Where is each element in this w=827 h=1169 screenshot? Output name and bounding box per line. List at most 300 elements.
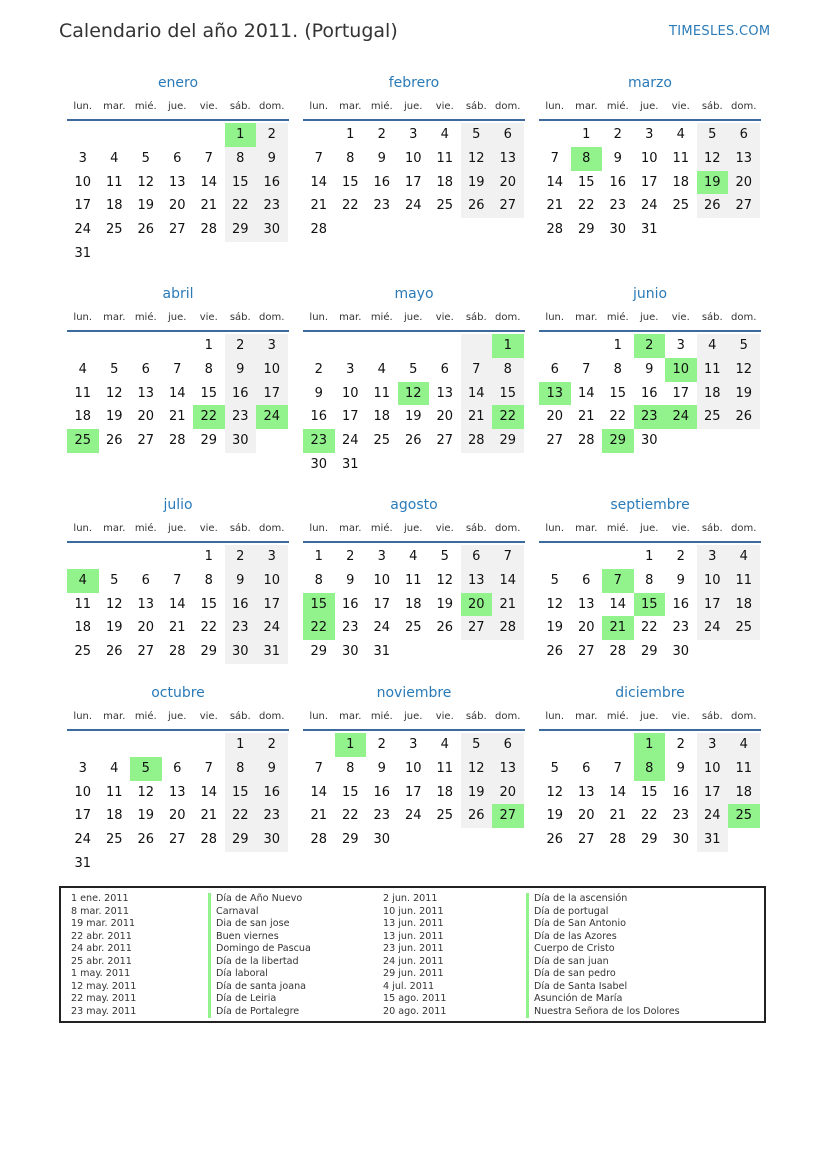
day-cell: 10 <box>256 569 288 593</box>
day-cell: 18 <box>74 409 92 425</box>
day-cell: 28 <box>461 429 493 453</box>
weekday-label: vie. <box>199 312 218 323</box>
weekday-label: lun. <box>545 523 565 534</box>
weekday-label: vie. <box>435 523 454 534</box>
day-cell: 4 <box>440 127 449 142</box>
empty-cell <box>303 123 335 147</box>
day-cell: 4 <box>697 334 729 358</box>
weekday-label: lun. <box>545 711 565 722</box>
day-cell: 16 <box>373 784 391 800</box>
legend-holiday-name: Día de San Antonio <box>526 918 680 931</box>
weekday-label: mié. <box>134 523 157 534</box>
legend-date: 8 mar. 2011 <box>71 905 129 917</box>
day-cell: 19 <box>546 620 564 636</box>
day-cell: 10 <box>697 569 729 593</box>
weekday-label: vie. <box>671 711 690 722</box>
day-cell: 9 <box>613 150 622 166</box>
day-cell: 28 <box>492 616 524 640</box>
day-cell: 24 <box>74 832 92 848</box>
day-grid <box>303 334 525 477</box>
week-row <box>67 545 289 569</box>
day-cell: 29 <box>225 218 257 242</box>
day-cell: 30 <box>256 218 288 242</box>
holiday-cell: 24 <box>665 405 697 429</box>
day-cell: 25 <box>436 808 454 824</box>
holiday-cell: 1 <box>335 733 367 757</box>
legend-date: 1 ene. 2011 <box>71 893 129 904</box>
legend-dates-col-2 <box>383 893 446 1018</box>
weekday-label: sáb. <box>229 711 251 722</box>
weekday-label: mié. <box>370 523 393 534</box>
weekday-label: mié. <box>606 101 629 112</box>
day-cell: 12 <box>436 572 454 588</box>
day-cell: 15 <box>341 784 359 800</box>
day-cell: 21 <box>609 808 627 824</box>
day-cell: 1 <box>204 549 213 564</box>
month-name: enero <box>157 75 199 91</box>
weekday-label: mar. <box>575 312 598 323</box>
day-cell: 6 <box>550 361 559 377</box>
day-cell: 31 <box>74 855 92 871</box>
holiday-cell: 23 <box>303 429 335 453</box>
weekday-label: jue. <box>168 312 187 323</box>
weekday-label: mié. <box>606 312 629 323</box>
holiday-cell: 8 <box>571 147 603 171</box>
week-row <box>303 147 525 171</box>
day-cell: 30 <box>640 433 658 449</box>
day-cell: 23 <box>672 620 690 636</box>
empty-cell <box>461 640 493 664</box>
weekday-header <box>539 707 761 731</box>
weekday-label: sáb. <box>701 312 723 323</box>
day-cell: 6 <box>492 123 524 147</box>
day-cell: 16 <box>672 784 690 800</box>
day-cell: 21 <box>310 808 328 824</box>
weekday-label: dom. <box>731 523 757 534</box>
weekday-label: mar. <box>339 711 362 722</box>
day-cell: 14 <box>310 784 328 800</box>
day-cell: 28 <box>609 832 627 848</box>
day-cell: 24 <box>640 198 658 214</box>
day-cell: 5 <box>461 123 493 147</box>
day-cell: 12 <box>697 147 729 171</box>
day-cell: 24 <box>404 808 422 824</box>
empty-cell <box>303 334 335 358</box>
day-cell: 10 <box>697 757 729 781</box>
day-cell: 18 <box>105 198 123 214</box>
weekday-label: vie. <box>199 523 218 534</box>
weekday-label: jue. <box>404 711 423 722</box>
weekday-label: sáb. <box>465 711 487 722</box>
weekday-label: vie. <box>435 101 454 112</box>
day-cell: 7 <box>314 760 323 776</box>
day-cell: 6 <box>582 760 591 776</box>
month-name: abril <box>162 286 194 302</box>
day-cell: 15 <box>225 781 257 805</box>
week-row <box>67 171 289 195</box>
day-cell: 17 <box>697 781 729 805</box>
day-cell: 1 <box>314 549 323 564</box>
holiday-cell: 13 <box>539 382 571 406</box>
day-cell: 13 <box>577 784 595 800</box>
day-cell: 12 <box>546 596 564 612</box>
weekday-label: vie. <box>199 711 218 722</box>
legend-holiday-name: Nuestra Señora de los Dolores <box>526 1006 680 1019</box>
day-cell: 20 <box>436 409 454 425</box>
day-cell: 13 <box>728 147 760 171</box>
holiday-cell: 4 <box>67 569 99 593</box>
week-row <box>303 545 525 569</box>
day-cell: 15 <box>492 382 524 406</box>
day-cell: 5 <box>110 361 119 377</box>
weekday-label: vie. <box>671 101 690 112</box>
day-cell: 12 <box>546 784 564 800</box>
month-marzo <box>539 73 761 242</box>
empty-cell <box>602 545 634 569</box>
day-cell: 3 <box>256 545 288 569</box>
day-cell: 20 <box>546 409 564 425</box>
day-cell: 25 <box>105 832 123 848</box>
day-cell: 28 <box>546 222 564 238</box>
month-diciembre <box>539 683 761 852</box>
day-cell: 10 <box>404 760 422 776</box>
weekday-label: mié. <box>134 312 157 323</box>
weekday-label: lun. <box>73 711 93 722</box>
day-cell: 6 <box>173 150 182 166</box>
legend-date: 2 jun. 2011 <box>383 893 438 904</box>
legend-holiday-name: Día de santa joana <box>208 981 311 994</box>
holiday-cell: 1 <box>225 123 257 147</box>
legend-date: 23 jun. 2011 <box>383 943 444 954</box>
week-row <box>539 429 761 453</box>
legend-holiday-name: Día de san pedro <box>526 968 680 981</box>
empty-cell <box>429 453 461 477</box>
week-row <box>303 569 525 593</box>
holiday-cell: 20 <box>461 593 493 617</box>
weekday-header <box>67 308 289 332</box>
day-cell: 4 <box>440 737 449 752</box>
holiday-cell: 27 <box>492 804 524 828</box>
day-cell: 29 <box>310 644 328 660</box>
week-row <box>539 757 761 781</box>
day-cell: 30 <box>225 429 257 453</box>
week-row <box>539 733 761 757</box>
week-row <box>303 171 525 195</box>
empty-cell <box>99 852 131 876</box>
day-cell: 29 <box>640 644 658 660</box>
week-row <box>67 593 289 617</box>
empty-cell <box>193 123 225 147</box>
day-cell: 31 <box>640 222 658 238</box>
weekday-label: mar. <box>103 711 126 722</box>
day-cell: 24 <box>373 620 391 636</box>
weekday-label: dom. <box>495 101 521 112</box>
day-cell: 19 <box>105 409 123 425</box>
day-cell: 2 <box>225 334 257 358</box>
day-cell: 19 <box>546 808 564 824</box>
week-row <box>67 218 289 242</box>
day-cell: 26 <box>105 433 123 449</box>
week-row <box>539 382 761 406</box>
day-grid <box>67 123 289 266</box>
weekday-label: sáb. <box>465 101 487 112</box>
day-cell: 14 <box>200 174 218 190</box>
day-cell: 5 <box>550 572 559 588</box>
empty-cell <box>193 242 225 266</box>
legend-holiday-name: Dia de san jose <box>208 918 311 931</box>
day-cell: 25 <box>404 620 422 636</box>
weekday-label: vie. <box>435 312 454 323</box>
week-row <box>303 733 525 757</box>
weekday-header <box>303 308 525 332</box>
day-cell: 9 <box>256 757 288 781</box>
legend-date: 13 jun. 2011 <box>383 930 444 942</box>
weekday-label: mar. <box>339 523 362 534</box>
day-grid <box>303 123 525 242</box>
day-cell: 19 <box>728 382 760 406</box>
day-cell: 25 <box>74 644 92 660</box>
legend-date: 22 may. 2011 <box>71 993 137 1004</box>
week-row <box>539 616 761 640</box>
day-cell: 22 <box>225 194 257 218</box>
day-cell: 7 <box>173 361 182 377</box>
empty-cell <box>256 242 288 266</box>
day-grid <box>539 733 761 852</box>
empty-cell <box>571 334 603 358</box>
day-cell: 13 <box>137 385 155 401</box>
day-cell: 5 <box>141 150 150 166</box>
empty-cell <box>492 828 524 852</box>
empty-cell <box>303 733 335 757</box>
day-cell: 22 <box>341 198 359 214</box>
brand-link[interactable]: TIMESLES.COM <box>669 24 771 39</box>
day-cell: 28 <box>200 832 218 848</box>
day-cell: 20 <box>492 171 524 195</box>
day-cell: 9 <box>256 147 288 171</box>
holiday-cell: 5 <box>130 757 162 781</box>
day-cell: 27 <box>577 644 595 660</box>
day-cell: 16 <box>609 174 627 190</box>
day-cell: 26 <box>546 832 564 848</box>
day-cell: 21 <box>310 198 328 214</box>
empty-cell <box>461 334 493 358</box>
empty-cell <box>335 218 367 242</box>
day-cell: 15 <box>640 784 658 800</box>
empty-cell <box>602 733 634 757</box>
weekday-label: vie. <box>199 101 218 112</box>
holiday-cell: 8 <box>634 757 666 781</box>
day-cell: 13 <box>137 596 155 612</box>
day-cell: 14 <box>200 784 218 800</box>
day-cell: 14 <box>168 596 186 612</box>
day-cell: 17 <box>672 385 690 401</box>
month-abril <box>67 284 289 453</box>
legend-date: 24 jun. 2011 <box>383 955 444 967</box>
day-cell: 2 <box>676 549 685 564</box>
empty-cell <box>130 242 162 266</box>
empty-cell <box>697 640 729 664</box>
day-cell: 31 <box>697 828 729 852</box>
day-cell: 14 <box>310 174 328 190</box>
day-cell: 22 <box>577 198 595 214</box>
day-cell: 15 <box>200 385 218 401</box>
week-row <box>539 781 761 805</box>
day-cell: 7 <box>582 361 591 377</box>
day-cell: 27 <box>137 644 155 660</box>
day-cell: 4 <box>110 150 119 166</box>
day-cell: 3 <box>409 127 418 142</box>
day-cell: 26 <box>461 194 493 218</box>
day-cell: 25 <box>697 405 729 429</box>
legend-holiday-name: Día de Santa Isabel <box>526 981 680 994</box>
month-name: octubre <box>151 685 205 701</box>
day-cell: 2 <box>314 361 323 377</box>
day-cell: 4 <box>728 733 760 757</box>
day-cell: 15 <box>200 596 218 612</box>
day-cell: 7 <box>461 358 493 382</box>
day-cell: 2 <box>676 737 685 752</box>
day-cell: 25 <box>728 616 760 640</box>
weekday-label: jue. <box>168 101 187 112</box>
holiday-cell: 1 <box>634 733 666 757</box>
month-febrero <box>303 73 525 242</box>
week-row <box>303 382 525 406</box>
empty-cell <box>67 123 99 147</box>
day-grid <box>539 123 761 242</box>
week-row <box>67 358 289 382</box>
day-cell: 14 <box>461 382 493 406</box>
day-cell: 2 <box>346 549 355 564</box>
day-cell: 30 <box>225 640 257 664</box>
empty-cell <box>398 453 430 477</box>
day-cell: 29 <box>492 429 524 453</box>
day-cell: 21 <box>200 808 218 824</box>
day-cell: 2 <box>613 127 622 142</box>
holiday-cell: 25 <box>728 804 760 828</box>
weekday-label: vie. <box>671 523 690 534</box>
day-cell: 28 <box>168 644 186 660</box>
holiday-cell: 24 <box>256 405 288 429</box>
day-cell: 29 <box>341 832 359 848</box>
empty-cell <box>429 218 461 242</box>
day-cell: 11 <box>74 385 92 401</box>
day-cell: 5 <box>697 123 729 147</box>
legend-date: 29 jun. 2011 <box>383 968 444 979</box>
legend-holiday-name: Día de las Azores <box>526 931 680 944</box>
day-cell: 18 <box>373 409 391 425</box>
day-cell: 16 <box>225 593 257 617</box>
month-octubre <box>67 683 289 876</box>
day-cell: 6 <box>728 123 760 147</box>
weekday-label: vie. <box>671 312 690 323</box>
day-cell: 9 <box>645 361 654 377</box>
empty-cell <box>99 123 131 147</box>
legend-holiday-name: Día laboral <box>208 968 311 981</box>
weekday-label: mar. <box>103 101 126 112</box>
week-row <box>303 194 525 218</box>
week-row <box>67 429 289 453</box>
month-noviembre <box>303 683 525 852</box>
day-cell: 10 <box>404 150 422 166</box>
day-cell: 12 <box>728 358 760 382</box>
legend-date: 10 jun. 2011 <box>383 905 444 917</box>
weekday-label: jue. <box>168 711 187 722</box>
weekday-label: dom. <box>259 523 285 534</box>
day-cell: 11 <box>105 784 123 800</box>
day-cell: 18 <box>436 784 454 800</box>
day-cell: 4 <box>110 760 119 776</box>
day-cell: 4 <box>409 549 418 564</box>
empty-cell <box>429 828 461 852</box>
day-cell: 9 <box>676 760 685 776</box>
day-cell: 31 <box>74 245 92 261</box>
day-cell: 10 <box>341 385 359 401</box>
empty-cell <box>193 733 225 757</box>
weekday-label: mar. <box>103 312 126 323</box>
holiday-cell: 15 <box>303 593 335 617</box>
empty-cell <box>225 242 257 266</box>
empty-cell <box>130 545 162 569</box>
empty-cell <box>366 334 398 358</box>
weekday-label: mié. <box>606 711 629 722</box>
week-row <box>67 242 289 266</box>
day-cell: 5 <box>461 733 493 757</box>
day-cell: 2 <box>377 127 386 142</box>
day-cell: 17 <box>256 382 288 406</box>
weekday-label: jue. <box>640 711 659 722</box>
day-cell: 16 <box>640 385 658 401</box>
day-cell: 20 <box>137 620 155 636</box>
day-cell: 29 <box>200 433 218 449</box>
day-cell: 3 <box>697 733 729 757</box>
day-cell: 4 <box>728 545 760 569</box>
day-cell: 5 <box>110 572 119 588</box>
weekday-header <box>539 308 761 332</box>
month-name: diciembre <box>615 685 685 701</box>
week-row <box>303 358 525 382</box>
day-cell: 5 <box>550 760 559 776</box>
week-row <box>303 804 525 828</box>
week-row <box>303 453 525 477</box>
day-cell: 8 <box>204 361 213 377</box>
day-cell: 9 <box>676 572 685 588</box>
empty-cell <box>67 545 99 569</box>
weekday-header <box>539 519 761 543</box>
month-name: marzo <box>628 75 672 91</box>
weekday-label: sáb. <box>701 101 723 112</box>
month-enero <box>67 73 289 266</box>
empty-cell <box>130 334 162 358</box>
day-cell: 12 <box>137 174 155 190</box>
weekday-label: dom. <box>495 312 521 323</box>
empty-cell <box>162 545 194 569</box>
week-row <box>67 757 289 781</box>
day-cell: 22 <box>640 620 658 636</box>
day-cell: 15 <box>609 385 627 401</box>
day-cell: 19 <box>436 596 454 612</box>
day-cell: 8 <box>645 572 654 588</box>
empty-cell <box>130 852 162 876</box>
empty-cell <box>539 733 571 757</box>
weekday-label: jue. <box>168 523 187 534</box>
day-cell: 9 <box>377 150 386 166</box>
day-cell: 28 <box>609 644 627 660</box>
day-cell: 17 <box>74 808 92 824</box>
weekday-label: jue. <box>640 101 659 112</box>
weekday-label: mar. <box>575 711 598 722</box>
holiday-cell: 12 <box>398 382 430 406</box>
month-julio <box>67 495 289 664</box>
